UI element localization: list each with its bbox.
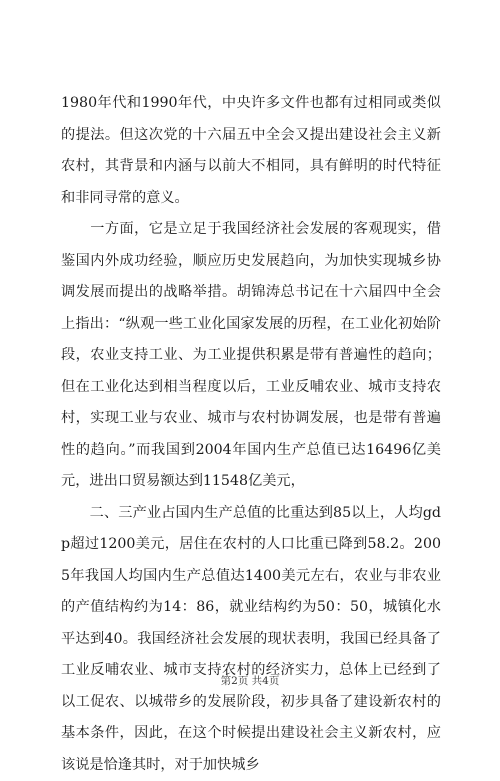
paragraph: 一方面，它是立足于我国经济社会发展的客观现实，借鉴国内外成功经验，顺应历史发展趋向，为加快实现城乡协调发展而提出的战略举措。胡锦涛总书记在十六届四中全会上指出：“纵观一些工业化国家发展的历程，在工业化初始阶段，农业支持工业、为工业提供积累是带有普遍性的趋向；但在工业化达到相当程度以后，工业反哺农业、城市支持农村，实现工业与农业、城市与农村协调发展，也是带有普遍性的趋向。”而我国到2004年国内生产总值已达16496亿美元，进出口贸易额达到11548亿美元，: [61, 214, 441, 498]
page-number-footer: 第2页 共4页: [0, 673, 500, 688]
paragraph: 1980年代和1990年代，中央许多文件也都有过相同或类似的提法。但这次党的十六届五中全会又提出建设社会主义新农村，其背景和内涵与以前大不相同，具有鲜明的时代特征和非同寻常的意义。: [61, 88, 441, 214]
paragraph: 二、三产业占国内生产总值的比重达到85以上，人均gdp超过1200美元，居住在农村的人口比重已降到58.2。2005年我国人均国内生产总值达1400美元左右，农业与非农业的产值结构约为14：86，就业结构约为50：50，城镇化水平达到40。我国经济社会发展的现状表明，我国已经具备了工业反哺农业、城市支持农村的经济实力，总体上已经到了以工促农、以城带乡的发展阶段，初步具备了建设新农村的基本条件，因此，在这个时候提出建设社会主义新农村，应该说是恰逢其时，对于加快城乡: [61, 498, 441, 781]
